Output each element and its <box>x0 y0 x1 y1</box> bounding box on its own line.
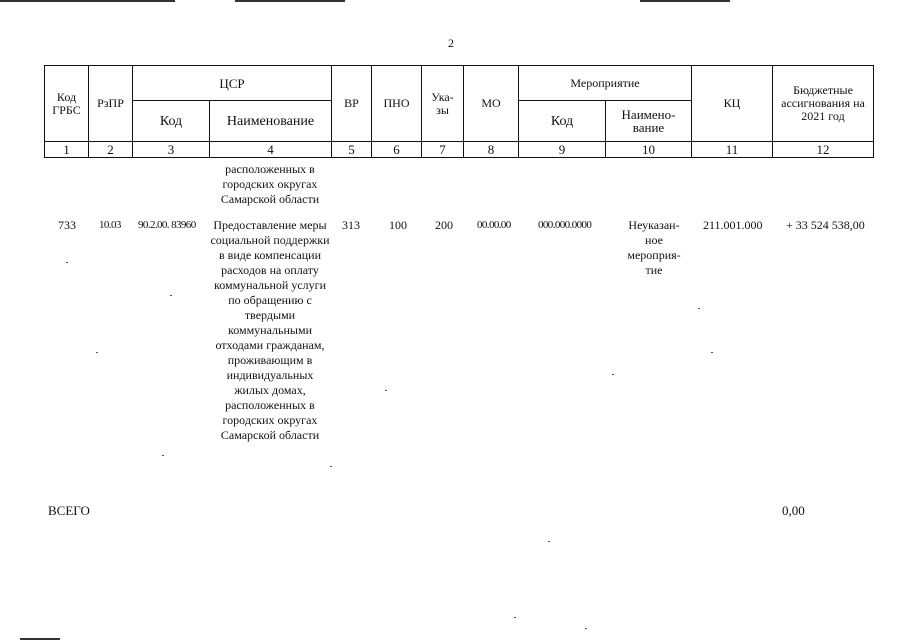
header-meropriyatie: Мероприятие <box>519 66 692 101</box>
col-num: 8 <box>464 142 519 158</box>
row-ukazy: 200 <box>435 218 453 232</box>
row-kc: 211.001.000 <box>703 218 763 232</box>
row-mer-name: Неуказан- ное мероприя- тие <box>627 218 681 277</box>
header-mo: МО <box>464 66 519 142</box>
header-vr: ВР <box>332 66 372 142</box>
row-kod-grbs: 733 <box>58 218 76 232</box>
scan-speck <box>96 352 98 353</box>
header-csr-name: Наименование <box>210 101 332 142</box>
scan-edge-line <box>640 0 730 2</box>
header-ukazy: Ука- зы <box>422 66 464 142</box>
scan-edge-line <box>235 0 345 2</box>
row-csr-kod: 90.2.00. 83960 <box>138 219 196 231</box>
scan-speck <box>170 295 172 296</box>
col-num: 3 <box>133 142 210 158</box>
row-mo: 00.00.00 <box>477 219 511 231</box>
header-rzpr: РзПР <box>89 66 133 142</box>
col-num: 10 <box>606 142 692 158</box>
scan-speck <box>698 308 700 309</box>
header-mer-name: Наимено- вание <box>606 101 692 142</box>
header-mer-kod: Код <box>519 101 606 142</box>
col-num: 9 <box>519 142 606 158</box>
row-pno: 100 <box>389 218 407 232</box>
scan-speck <box>385 390 387 391</box>
budget-table <box>44 65 874 158</box>
header-pno: ПНО <box>372 66 422 142</box>
col-num: 6 <box>372 142 422 158</box>
header-kod-grbs: Код ГРБС <box>45 66 89 142</box>
row-name: Предоставление меры социальной поддержки в виде компенсации расходов на оплату коммунальной услуги по обращению с твердыми коммунальными отходами гражданам, проживающим в индивидуальных жилых домах, расположенных в городских округах Самарской области <box>210 218 330 442</box>
header-budget: Бюджетные ассигнования на 2021 год <box>773 66 874 142</box>
row-mer-kod: 000.000.0000 <box>538 219 592 231</box>
scan-speck <box>585 628 587 629</box>
scan-speck <box>514 617 516 618</box>
col-num: 4 <box>210 142 332 158</box>
header-row-top <box>45 66 874 101</box>
total-label: ВСЕГО <box>48 503 90 518</box>
scan-speck <box>711 352 713 353</box>
header-kc: КЦ <box>692 66 773 142</box>
scan-speck <box>548 541 550 542</box>
row-budget: + 33 524 538,00 <box>786 218 865 232</box>
col-num: 12 <box>773 142 874 158</box>
row-vr: 313 <box>342 218 360 232</box>
column-number-row <box>45 142 874 158</box>
header-csr-kod: Код <box>133 101 210 142</box>
header-csr: ЦСР <box>133 66 332 101</box>
scan-edge-line <box>0 0 175 2</box>
row-rzpr: 10.03 <box>99 219 121 231</box>
page-number: 2 <box>448 36 454 50</box>
col-num: 5 <box>332 142 372 158</box>
scan-speck <box>162 455 164 456</box>
col-num: 2 <box>89 142 133 158</box>
total-value: 0,00 <box>782 503 805 518</box>
scan-speck <box>66 262 68 263</box>
col-num: 1 <box>45 142 89 158</box>
col-num: 11 <box>692 142 773 158</box>
continued-name-text: расположенных в городских округах Самарской области <box>220 162 320 206</box>
scan-speck <box>612 374 614 375</box>
col-num: 7 <box>422 142 464 158</box>
scan-speck <box>330 466 332 467</box>
